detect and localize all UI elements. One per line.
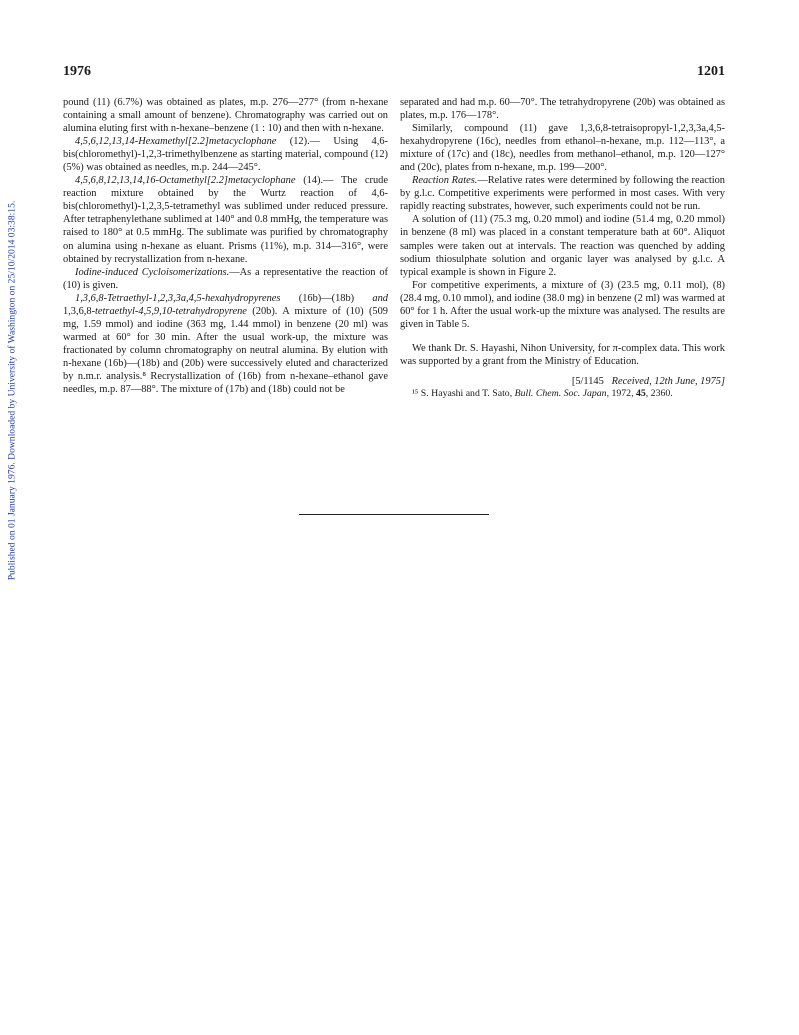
section-heading-iodine: Iodine-induced Cycloisomerizations.—As a representative the reaction of (10) is given.	[63, 266, 388, 291]
page-number: 1201	[697, 64, 725, 79]
page-header	[63, 64, 725, 84]
compound-name-tetrahydropyrene: tetraethyl-4,5,9,10-tetrahydropyrene	[95, 305, 247, 317]
journal-year: 1976	[63, 64, 91, 79]
acknowledgement: We thank Dr. S. Hayashi, Nihon University, for π-complex data. This work was supported by a grant from the Ministry of Education.	[400, 342, 725, 367]
paragraph-separated: separated and had m.p. 60—70°. The tetrahydropyrene (20b) was obtained as plates, m.p. 176—178°.	[400, 97, 725, 122]
paragraph-solution: A solution of (11) (75.3 mg, 0.20 mmol) and iodine (51.4 mg, 0.20 mmol) in benzene (8 ml) was placed in a constant temperature bath at 60°. Aliquot samples were taken out at intervals. The reaction was quenched by adding sodium thiosulphate solution and organic layer was analysed by g.l.c. A typical example is shown in Figure 2.	[400, 214, 725, 278]
compound-name-hexamethyl: 4,5,6,12,13,14-Hexamethyl[2.2]metacyclophane	[75, 136, 277, 148]
right-column	[400, 96, 725, 400]
end-rule	[299, 514, 489, 515]
paragraph-hexamethyl: 4,5,6,12,13,14-Hexamethyl[2.2]metacyclophane (12).— Using 4,6-bis(chloromethyl)-1,2,3-trimethylbenzene as starting material, compound (12) (5%) was obtained as needles, m.p. 244—245°.	[63, 136, 388, 174]
section-heading-reaction-rates: Reaction Rates.—Relative rates were determined by following the reaction by g.l.c. Competitive experiments were performed in most cases. With very rapidly reacting substrates, however, such experiments could not be run.	[400, 175, 726, 213]
footnote-marker: ¹⁵	[412, 387, 419, 399]
manuscript-ref: [5/1145	[571, 375, 604, 387]
paragraph-tetraethyl: 1,3,6,8-Tetraethyl-1,2,3,3a,4,5-hexahydropyrenes (16b)—(18b) and 1,3,6,8-tetraethyl-4,5,9,10-tetrahydropyrene (20b). A mixture of (10) (509 mg, 1.59 mmol) and iodine (363 mg, 1.44 mmol) in benzene (20 ml) was warmed at 60° for 30 min. After the usual work-up, the mixture was fractionated by column chromatography on neutral alumina. By elution with n-hexane (16b)—(18b) and (20b) were successively eluted and characterized by n.m.r. analysis.⁸ Recrystallization of (16b) from n-hexane–ethanol gave needles, m.p. 87—88°. The mixture of (17b) and (18b) could not be	[63, 292, 388, 396]
compound-name-tetraethyl-hexahydropyrenes: 1,3,6,8-Tetraethyl-1,2,3,3a,4,5-hexahydropyrenes	[75, 292, 281, 304]
compound-name-octamethyl: 4,5,6,8,12,13,14,16-Octamethyl[2.2]metacyclophane	[75, 175, 296, 187]
paragraph-octamethyl: 4,5,6,8,12,13,14,16-Octamethyl[2.2]metacyclophane (14).— The crude reaction mixture obtained by the Wurtz reaction of 4,6-bis(chloromethyl)-1,2,3,5-tetramethyl was sublimed under reduced pressure. After tetraphenylethane sublimed at 140° and 0.8 mmHg, the temperature was raised to 180° at 0.5 mmHg. The sublimate was purified by chromatography on alumina using n-hexane as eluant. Prisms (11%), m.p. 314—316°, were obtained by recrystallization from n-hexane.	[63, 175, 389, 265]
download-watermark	[4, 150, 20, 630]
footnote-15: ¹⁵ S. Hayashi and T. Sato, Bull. Chem. Soc. Japan, 1972, 45, 2360.	[412, 387, 673, 399]
received-line	[400, 375, 725, 388]
paragraph-continuation: pound (11) (6.7%) was obtained as plates, m.p. 276—277° (from n-hexane containing a small amount of benzene). Chromatography was carried out on alumina eluting first with n-hexane–benzene (1 : 10) and then with n-hexane.	[63, 97, 388, 135]
footnote-journal: Bull. Chem. Soc. Japan	[514, 387, 607, 399]
heading-iodine-cycloisomerizations: Iodine-induced Cycloisomerizations.	[75, 266, 230, 278]
left-column	[63, 96, 388, 396]
received-date: Received, 12th June, 1975]	[611, 375, 725, 387]
paragraph-similarly: Similarly, compound (11) gave 1,3,6,8-tetraisopropyl-1,2,3,3a,4,5-hexahydropyrene (16c), needles from ethanol–n-hexane, m.p. 112—113°, a mixture of (17c) and (18c), needles from methanol–ethanol, m.p. 120—127° and (20c), plates from n-hexane, m.p. 199—200°.	[400, 123, 725, 174]
footnote-volume: 45	[635, 387, 646, 399]
heading-reaction-rates: Reaction Rates.	[412, 175, 478, 187]
paragraph-competitive: For competitive experiments, a mixture of (3) (23.5 mg, 0.11 mol), (8) (28.4 mg, 0.10 mmol), and iodine (38.0 mg) in benzene (2 ml) was warmed at 60° for 1 h. After the usual work-up the mixture was analysed. The results are given in Table 5.	[400, 279, 725, 330]
download-watermark-text: Published on 01 January 1976. Downloaded by University of Washington on 25/10/2014 03:38:15.	[6, 200, 18, 580]
